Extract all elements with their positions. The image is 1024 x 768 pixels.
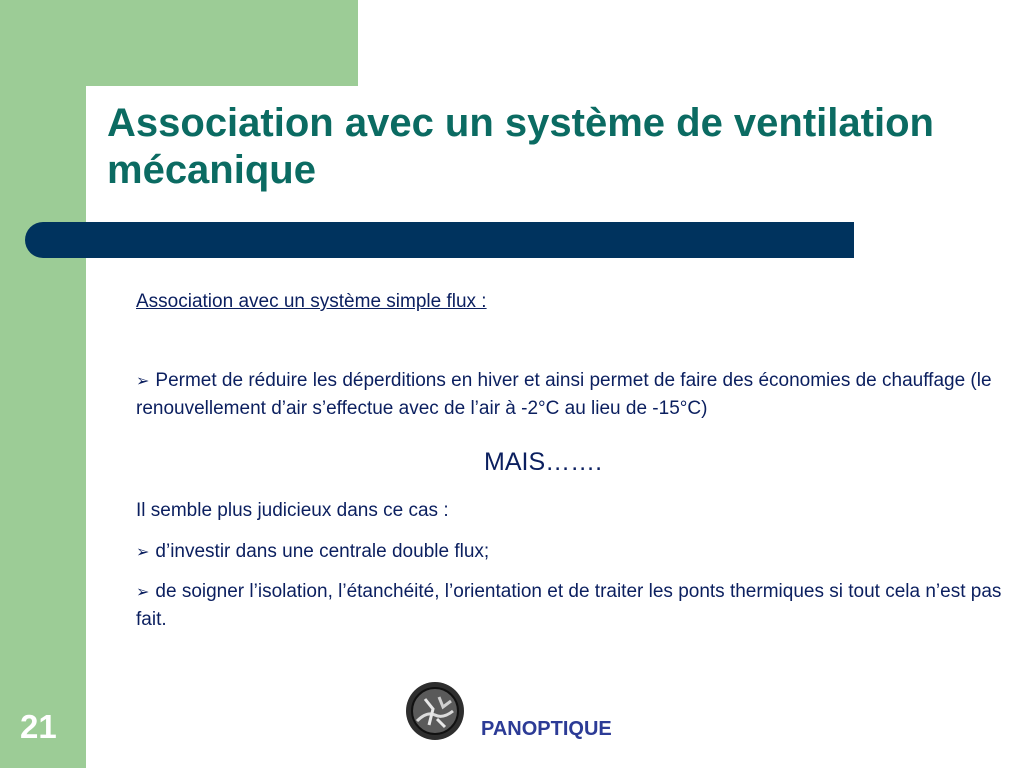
arrow-bullet-icon: ➢	[136, 544, 150, 561]
bullet-text: de soigner l’isolation, l’étanchéité, l’orientation et de traiter les ponts thermiques si tout cela n’est pas fait.	[136, 581, 1002, 630]
mais-heading: MAIS…….	[484, 448, 603, 476]
arrow-bullet-icon: ➢	[136, 584, 150, 601]
subheading: Association avec un système simple flux :	[136, 291, 487, 312]
slide-number: 21	[20, 708, 57, 745]
bullet-item	[136, 578, 1006, 633]
intro-text: Il semble plus judicieux dans ce cas :	[136, 500, 449, 521]
top-green-block	[86, 0, 358, 86]
bullet-item	[136, 538, 1006, 566]
slide-title: Association avec un système de ventilation mécanique	[107, 101, 934, 192]
bullet-text: d’investir dans une centrale double flux;	[155, 541, 490, 562]
bullet-item	[136, 367, 1006, 422]
arrow-bullet-icon: ➢	[136, 373, 150, 390]
panoptique-logo-icon	[405, 681, 465, 741]
brand-name: PANOPTIQUE	[481, 718, 612, 740]
bullet-text: Permet de réduire les déperditions en hiver et ainsi permet de faire des économies de chauffage (le renouvellement d’air s’effectue avec de l’air à -2°C au lieu de -15°C)	[136, 370, 992, 419]
left-green-band	[0, 0, 86, 768]
title-rule	[25, 222, 854, 258]
